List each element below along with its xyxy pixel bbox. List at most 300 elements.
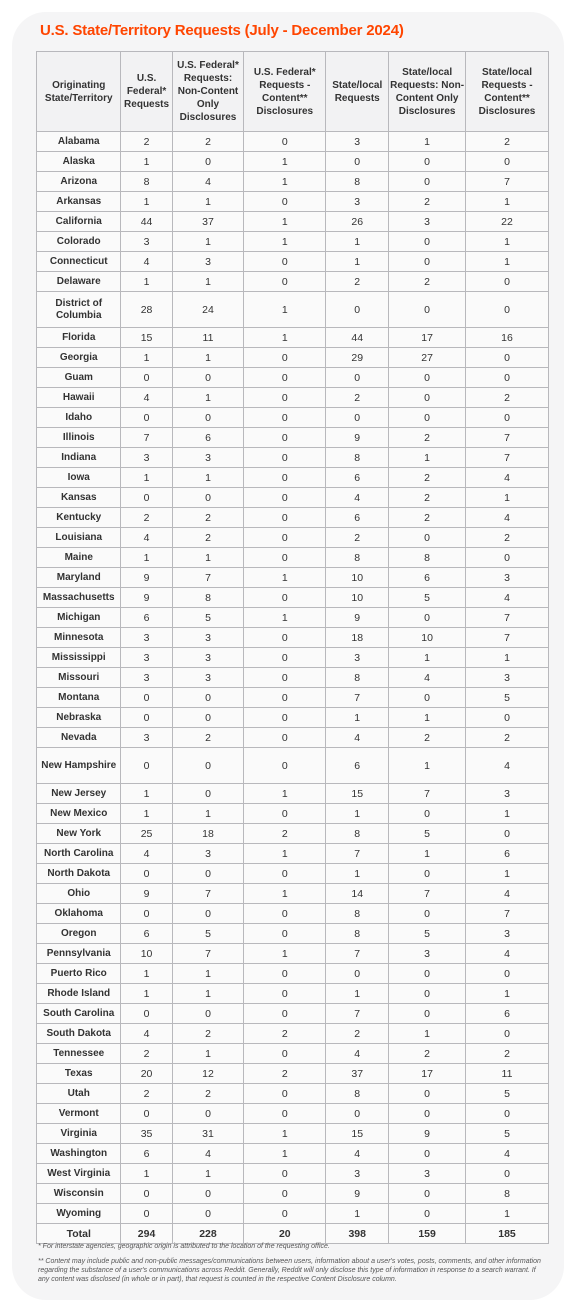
count-cell: 7 xyxy=(326,844,389,864)
count-cell: 2 xyxy=(172,1024,244,1044)
count-cell: 0 xyxy=(244,428,326,448)
count-cell: 3 xyxy=(121,232,172,252)
count-cell: 9 xyxy=(121,884,172,904)
count-cell: 0 xyxy=(244,488,326,508)
count-cell: 0 xyxy=(244,648,326,668)
count-cell: 6 xyxy=(389,568,466,588)
state-name: Rhode Island xyxy=(37,984,121,1004)
count-cell: 9 xyxy=(121,568,172,588)
table-row xyxy=(37,548,549,568)
count-cell: 0 xyxy=(121,1204,172,1224)
table-row xyxy=(37,388,549,408)
count-cell: 3 xyxy=(466,924,549,944)
count-cell: 1 xyxy=(244,172,326,192)
header-state: Originating State/Territory xyxy=(37,52,121,132)
count-cell: 3 xyxy=(466,784,549,804)
count-cell: 0 xyxy=(389,804,466,824)
count-cell: 17 xyxy=(389,1064,466,1084)
count-cell: 1 xyxy=(466,232,549,252)
count-cell: 0 xyxy=(244,548,326,568)
count-cell: 3 xyxy=(326,132,389,152)
count-cell: 7 xyxy=(466,904,549,924)
footnotes xyxy=(38,1242,544,1290)
count-cell: 0 xyxy=(389,292,466,328)
count-cell: 1 xyxy=(244,844,326,864)
state-name: Maryland xyxy=(37,568,121,588)
count-cell: 0 xyxy=(389,608,466,628)
total-row xyxy=(37,1224,549,1244)
count-cell: 2 xyxy=(389,1044,466,1064)
table-row xyxy=(37,784,549,804)
count-cell: 0 xyxy=(172,368,244,388)
count-cell: 0 xyxy=(244,192,326,212)
count-cell: 16 xyxy=(466,328,549,348)
count-cell: 2 xyxy=(121,132,172,152)
count-cell: 0 xyxy=(244,964,326,984)
count-cell: 6 xyxy=(466,1004,549,1024)
count-cell: 2 xyxy=(172,528,244,548)
count-cell: 0 xyxy=(389,232,466,252)
count-cell: 5 xyxy=(466,1084,549,1104)
count-cell: 1 xyxy=(466,192,549,212)
state-name: Kentucky xyxy=(37,508,121,528)
count-cell: 1 xyxy=(389,1024,466,1044)
count-cell: 1 xyxy=(466,984,549,1004)
count-cell: 0 xyxy=(326,152,389,172)
count-cell: 2 xyxy=(172,728,244,748)
count-cell: 7 xyxy=(326,944,389,964)
count-cell: 0 xyxy=(244,588,326,608)
count-cell: 3 xyxy=(172,628,244,648)
count-cell: 0 xyxy=(244,1084,326,1104)
count-cell: 7 xyxy=(466,608,549,628)
count-cell: 0 xyxy=(244,804,326,824)
count-cell: 7 xyxy=(466,172,549,192)
count-cell: 2 xyxy=(466,728,549,748)
state-name: Wyoming xyxy=(37,1204,121,1224)
table-row xyxy=(37,688,549,708)
count-cell: 1 xyxy=(121,192,172,212)
count-cell: 28 xyxy=(121,292,172,328)
state-name: Oregon xyxy=(37,924,121,944)
count-cell: 6 xyxy=(121,608,172,628)
count-cell: 3 xyxy=(466,568,549,588)
count-cell: 2 xyxy=(466,528,549,548)
count-cell: 9 xyxy=(389,1124,466,1144)
count-cell: 0 xyxy=(326,408,389,428)
count-cell: 1 xyxy=(244,944,326,964)
count-cell: 15 xyxy=(121,328,172,348)
state-name: Maine xyxy=(37,548,121,568)
count-cell: 1 xyxy=(172,548,244,568)
table-row xyxy=(37,192,549,212)
table-row xyxy=(37,528,549,548)
count-cell: 0 xyxy=(466,708,549,728)
count-cell: 3 xyxy=(121,668,172,688)
count-cell: 0 xyxy=(244,688,326,708)
count-cell: 11 xyxy=(172,328,244,348)
count-cell: 3 xyxy=(172,252,244,272)
state-name: New York xyxy=(37,824,121,844)
count-cell: 2 xyxy=(389,192,466,212)
table-row xyxy=(37,1184,549,1204)
count-cell: 1 xyxy=(244,568,326,588)
count-cell: 3 xyxy=(326,192,389,212)
table-row xyxy=(37,924,549,944)
count-cell: 1 xyxy=(121,348,172,368)
count-cell: 0 xyxy=(466,292,549,328)
count-cell: 5 xyxy=(389,824,466,844)
count-cell: 5 xyxy=(389,924,466,944)
count-cell: 2 xyxy=(244,1024,326,1044)
count-cell: 4 xyxy=(326,1044,389,1064)
count-cell: 0 xyxy=(172,864,244,884)
count-cell: 1 xyxy=(244,784,326,804)
state-name: Oklahoma xyxy=(37,904,121,924)
count-cell: 0 xyxy=(244,508,326,528)
count-cell: 0 xyxy=(172,748,244,784)
count-cell: 20 xyxy=(121,1064,172,1084)
state-name: Delaware xyxy=(37,272,121,292)
count-cell: 7 xyxy=(389,784,466,804)
count-cell: 0 xyxy=(244,864,326,884)
table-row xyxy=(37,328,549,348)
count-cell: 0 xyxy=(172,904,244,924)
state-name: Vermont xyxy=(37,1104,121,1124)
state-name: District of Columbia xyxy=(37,292,121,328)
state-name: Puerto Rico xyxy=(37,964,121,984)
count-cell: 4 xyxy=(121,388,172,408)
footnote-federal: * For interstate agencies, geographic origin is attributed to the location of the requesting office. xyxy=(38,1243,330,1250)
count-cell: 0 xyxy=(244,1184,326,1204)
count-cell: 2 xyxy=(121,1044,172,1064)
count-cell: 2 xyxy=(244,824,326,844)
count-cell: 0 xyxy=(121,368,172,388)
count-cell: 6 xyxy=(172,428,244,448)
count-cell: 8 xyxy=(326,924,389,944)
count-cell: 8 xyxy=(326,1084,389,1104)
count-cell: 2 xyxy=(244,1064,326,1084)
table-row xyxy=(37,468,549,488)
count-cell: 1 xyxy=(326,232,389,252)
state-name: New Hampshire xyxy=(37,748,121,784)
count-cell: 0 xyxy=(244,708,326,728)
count-cell: 0 xyxy=(244,132,326,152)
count-cell: 4 xyxy=(121,844,172,864)
count-cell: 8 xyxy=(326,548,389,568)
header-state-local-requests: State/local Requests xyxy=(326,52,389,132)
count-cell: 8 xyxy=(326,448,389,468)
count-cell: 0 xyxy=(121,748,172,784)
count-cell: 27 xyxy=(389,348,466,368)
count-cell: 1 xyxy=(389,748,466,784)
count-cell: 1 xyxy=(326,1204,389,1224)
state-name: Montana xyxy=(37,688,121,708)
count-cell: 4 xyxy=(326,488,389,508)
requests-table xyxy=(36,51,549,1244)
count-cell: 10 xyxy=(121,944,172,964)
count-cell: 0 xyxy=(244,368,326,388)
count-cell: 0 xyxy=(244,924,326,944)
count-cell: 1 xyxy=(172,232,244,252)
page-title: U.S. State/Territory Requests (July - December 2024) xyxy=(40,22,404,39)
count-cell: 4 xyxy=(466,508,549,528)
count-cell: 1 xyxy=(172,984,244,1004)
count-cell: 18 xyxy=(326,628,389,648)
count-cell: 1 xyxy=(244,212,326,232)
count-cell: 0 xyxy=(389,528,466,548)
count-cell: 1 xyxy=(244,884,326,904)
header-state-local-noncontent: State/local Requests: Non-Content Only Disclosures xyxy=(389,52,466,132)
count-cell: 0 xyxy=(244,348,326,368)
count-cell: 0 xyxy=(389,368,466,388)
table-row xyxy=(37,844,549,864)
count-cell: 8 xyxy=(326,824,389,844)
count-cell: 0 xyxy=(389,252,466,272)
total-cell: 228 xyxy=(172,1224,244,1244)
state-name: Arkansas xyxy=(37,192,121,212)
state-name: Massachusetts xyxy=(37,588,121,608)
count-cell: 1 xyxy=(389,844,466,864)
count-cell: 3 xyxy=(172,668,244,688)
count-cell: 0 xyxy=(466,272,549,292)
table-row xyxy=(37,172,549,192)
state-name: California xyxy=(37,212,121,232)
count-cell: 0 xyxy=(389,388,466,408)
count-cell: 0 xyxy=(121,1184,172,1204)
header-federal-noncontent: U.S. Federal* Requests: Non-Content Only Disclosures xyxy=(172,52,244,132)
count-cell: 2 xyxy=(326,528,389,548)
count-cell: 2 xyxy=(326,1024,389,1044)
count-cell: 7 xyxy=(466,628,549,648)
count-cell: 2 xyxy=(121,508,172,528)
header-federal-content: U.S. Federal* Requests - Content** Disclosures xyxy=(244,52,326,132)
count-cell: 0 xyxy=(466,368,549,388)
total-cell: 159 xyxy=(389,1224,466,1244)
count-cell: 1 xyxy=(121,804,172,824)
count-cell: 1 xyxy=(172,388,244,408)
state-name: Indiana xyxy=(37,448,121,468)
state-name: Ohio xyxy=(37,884,121,904)
table-row xyxy=(37,864,549,884)
count-cell: 4 xyxy=(466,1144,549,1164)
count-cell: 0 xyxy=(121,1104,172,1124)
state-name: Virginia xyxy=(37,1124,121,1144)
count-cell: 0 xyxy=(172,152,244,172)
table-row xyxy=(37,964,549,984)
count-cell: 0 xyxy=(172,1204,244,1224)
count-cell: 3 xyxy=(121,628,172,648)
count-cell: 3 xyxy=(326,648,389,668)
count-cell: 9 xyxy=(121,588,172,608)
count-cell: 2 xyxy=(466,1044,549,1064)
table-row xyxy=(37,448,549,468)
state-name: New Mexico xyxy=(37,804,121,824)
count-cell: 1 xyxy=(466,1204,549,1224)
count-cell: 1 xyxy=(389,708,466,728)
table-row xyxy=(37,1024,549,1044)
table-row xyxy=(37,1164,549,1184)
count-cell: 2 xyxy=(466,132,549,152)
count-cell: 31 xyxy=(172,1124,244,1144)
count-cell: 3 xyxy=(389,212,466,232)
count-cell: 8 xyxy=(389,548,466,568)
count-cell: 2 xyxy=(389,428,466,448)
count-cell: 2 xyxy=(389,272,466,292)
count-cell: 10 xyxy=(326,588,389,608)
count-cell: 3 xyxy=(121,648,172,668)
table-row xyxy=(37,824,549,844)
count-cell: 0 xyxy=(389,1084,466,1104)
count-cell: 0 xyxy=(389,152,466,172)
count-cell: 0 xyxy=(121,488,172,508)
count-cell: 4 xyxy=(466,588,549,608)
table-row xyxy=(37,428,549,448)
count-cell: 0 xyxy=(466,964,549,984)
state-name: Kansas xyxy=(37,488,121,508)
table-row xyxy=(37,748,549,784)
count-cell: 1 xyxy=(244,1144,326,1164)
count-cell: 8 xyxy=(326,668,389,688)
count-cell: 3 xyxy=(389,944,466,964)
count-cell: 0 xyxy=(121,408,172,428)
table-row xyxy=(37,668,549,688)
count-cell: 4 xyxy=(121,528,172,548)
state-name: Utah xyxy=(37,1084,121,1104)
count-cell: 0 xyxy=(244,528,326,548)
table-row xyxy=(37,804,549,824)
count-cell: 8 xyxy=(326,904,389,924)
count-cell: 1 xyxy=(172,192,244,212)
count-cell: 26 xyxy=(326,212,389,232)
table-row xyxy=(37,1144,549,1164)
table-row xyxy=(37,292,549,328)
count-cell: 0 xyxy=(244,1204,326,1224)
count-cell: 2 xyxy=(326,388,389,408)
count-cell: 6 xyxy=(121,924,172,944)
table-row xyxy=(37,132,549,152)
count-cell: 0 xyxy=(244,468,326,488)
state-name: Arizona xyxy=(37,172,121,192)
count-cell: 24 xyxy=(172,292,244,328)
table-row xyxy=(37,884,549,904)
count-cell: 3 xyxy=(466,668,549,688)
count-cell: 7 xyxy=(121,428,172,448)
count-cell: 4 xyxy=(466,944,549,964)
count-cell: 3 xyxy=(389,1164,466,1184)
count-cell: 9 xyxy=(326,608,389,628)
count-cell: 8 xyxy=(466,1184,549,1204)
count-cell: 1 xyxy=(244,1124,326,1144)
count-cell: 37 xyxy=(172,212,244,232)
count-cell: 22 xyxy=(466,212,549,232)
count-cell: 1 xyxy=(121,984,172,1004)
state-name: Wisconsin xyxy=(37,1184,121,1204)
total-label: Total xyxy=(37,1224,121,1244)
count-cell: 1 xyxy=(326,864,389,884)
count-cell: 7 xyxy=(466,448,549,468)
state-name: Iowa xyxy=(37,468,121,488)
count-cell: 4 xyxy=(121,252,172,272)
table-row xyxy=(37,1204,549,1224)
total-cell: 185 xyxy=(466,1224,549,1244)
count-cell: 7 xyxy=(389,884,466,904)
count-cell: 0 xyxy=(389,904,466,924)
count-cell: 4 xyxy=(466,748,549,784)
state-name: Nebraska xyxy=(37,708,121,728)
table-row xyxy=(37,904,549,924)
count-cell: 0 xyxy=(244,628,326,648)
count-cell: 2 xyxy=(389,488,466,508)
count-cell: 4 xyxy=(121,1024,172,1044)
count-cell: 44 xyxy=(121,212,172,232)
count-cell: 0 xyxy=(244,984,326,1004)
count-cell: 0 xyxy=(466,1164,549,1184)
state-name: North Carolina xyxy=(37,844,121,864)
count-cell: 0 xyxy=(244,1104,326,1124)
count-cell: 3 xyxy=(326,1164,389,1184)
total-cell: 294 xyxy=(121,1224,172,1244)
header-federal-requests: U.S. Federal* Requests xyxy=(121,52,172,132)
state-name: Idaho xyxy=(37,408,121,428)
state-name: Mississippi xyxy=(37,648,121,668)
count-cell: 0 xyxy=(244,252,326,272)
count-cell: 2 xyxy=(172,1084,244,1104)
table-row xyxy=(37,252,549,272)
table-row xyxy=(37,628,549,648)
count-cell: 2 xyxy=(389,468,466,488)
count-cell: 0 xyxy=(172,408,244,428)
count-cell: 0 xyxy=(172,1184,244,1204)
count-cell: 7 xyxy=(172,884,244,904)
count-cell: 3 xyxy=(121,448,172,468)
count-cell: 1 xyxy=(466,804,549,824)
count-cell: 0 xyxy=(121,708,172,728)
count-cell: 0 xyxy=(244,448,326,468)
count-cell: 6 xyxy=(121,1144,172,1164)
count-cell: 11 xyxy=(466,1064,549,1084)
state-name: South Dakota xyxy=(37,1024,121,1044)
count-cell: 0 xyxy=(121,1004,172,1024)
count-cell: 0 xyxy=(389,408,466,428)
table-row xyxy=(37,568,549,588)
count-cell: 9 xyxy=(326,1184,389,1204)
count-cell: 0 xyxy=(389,1144,466,1164)
count-cell: 0 xyxy=(172,488,244,508)
count-cell: 0 xyxy=(389,688,466,708)
count-cell: 12 xyxy=(172,1064,244,1084)
count-cell: 0 xyxy=(326,964,389,984)
count-cell: 1 xyxy=(121,548,172,568)
state-name: Alabama xyxy=(37,132,121,152)
table-row xyxy=(37,984,549,1004)
count-cell: 1 xyxy=(121,1164,172,1184)
count-cell: 0 xyxy=(172,784,244,804)
state-name: Louisiana xyxy=(37,528,121,548)
total-cell: 20 xyxy=(244,1224,326,1244)
count-cell: 14 xyxy=(326,884,389,904)
count-cell: 1 xyxy=(466,648,549,668)
count-cell: 1 xyxy=(326,252,389,272)
table-row xyxy=(37,232,549,252)
count-cell: 8 xyxy=(121,172,172,192)
count-cell: 44 xyxy=(326,328,389,348)
count-cell: 0 xyxy=(172,1104,244,1124)
count-cell: 3 xyxy=(172,648,244,668)
count-cell: 10 xyxy=(389,628,466,648)
count-cell: 0 xyxy=(121,688,172,708)
count-cell: 9 xyxy=(326,428,389,448)
